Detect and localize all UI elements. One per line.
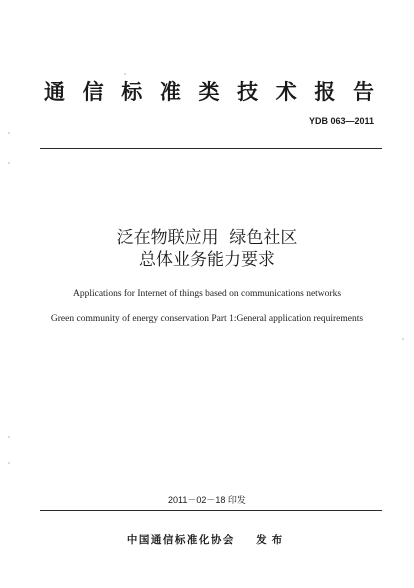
series-char: 准 bbox=[159, 80, 181, 104]
issuing-organization: 中国通信标准化协会 bbox=[126, 534, 235, 546]
english-title-line-1: Applications for Internet of things based on communications networks bbox=[72, 289, 342, 299]
publisher-line bbox=[0, 532, 414, 547]
bottom-divider bbox=[40, 510, 382, 511]
chinese-title-line-1: 泛在物联应用 绿色社区 bbox=[116, 228, 298, 248]
series-char: 标 bbox=[121, 80, 143, 104]
series-char: 通 bbox=[44, 80, 65, 104]
series-char: 告 bbox=[353, 80, 374, 104]
series-char: 术 bbox=[275, 80, 297, 104]
scan-speck bbox=[8, 436, 10, 438]
scan-speck bbox=[402, 338, 404, 340]
release-date: 2011－02－18 印发 bbox=[168, 495, 246, 505]
series-char: 技 bbox=[237, 80, 259, 104]
series-char: 报 bbox=[314, 80, 336, 104]
series-title bbox=[44, 76, 374, 106]
top-divider bbox=[40, 148, 382, 149]
document-number: YDB 063—2011 bbox=[308, 116, 374, 126]
scan-speck bbox=[8, 162, 10, 164]
series-char: 类 bbox=[198, 80, 220, 104]
release-word: 发布 bbox=[256, 534, 288, 546]
english-title-line-2: Green community of energy conservation Part 1:General application requirements bbox=[50, 314, 364, 324]
scan-speck bbox=[124, 73, 126, 75]
chinese-title-line-2: 总体业务能力要求 bbox=[139, 250, 275, 270]
scan-speck bbox=[8, 132, 10, 134]
scan-speck bbox=[8, 462, 10, 464]
series-char: 信 bbox=[82, 80, 104, 104]
